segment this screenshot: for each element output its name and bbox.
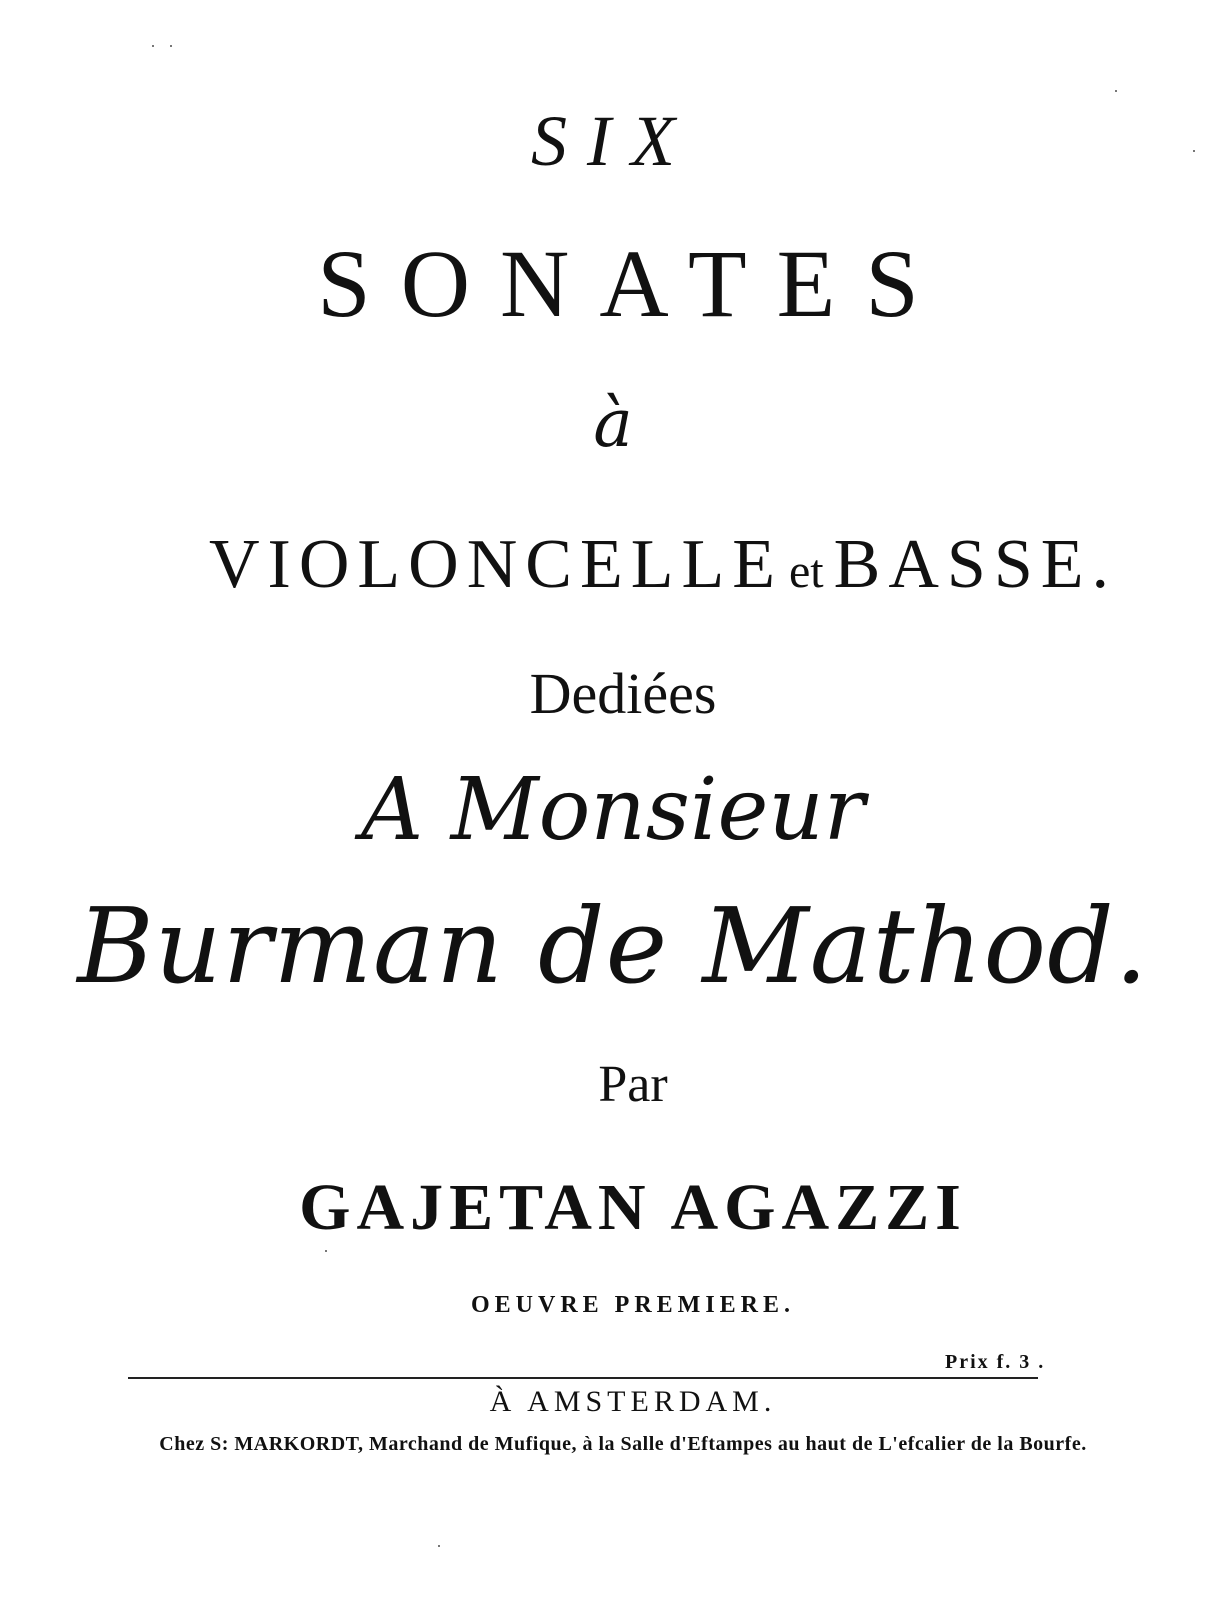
dediees-label: Dediées: [529, 661, 717, 726]
par-label: Par: [598, 1056, 668, 1113]
imprint-rule: [128, 1377, 1038, 1379]
a-monsieur-label: A Monsieur: [361, 760, 865, 860]
instrument-et: et: [789, 545, 824, 598]
imprint-publisher: Chez S: MARKORDT, Marchand de Mufique, à la Salle d'Eftampes au haut de L'efcalier de la Bourfe.: [159, 1433, 1087, 1455]
title-sonates: SONATES: [317, 230, 949, 337]
instrument-basse: BASSE.: [833, 526, 1118, 603]
composer-name: GAJETAN AGAZZI: [299, 1171, 967, 1244]
scan-speck: [152, 45, 154, 47]
scan-speck: [1193, 150, 1195, 152]
opus-number: OEUVRE PREMIERE.: [470, 1292, 796, 1318]
imprint-city: À AMSTERDAM.: [489, 1385, 777, 1418]
scan-speck: [170, 45, 172, 47]
title-a: à: [593, 385, 633, 462]
scan-speck: [438, 1545, 440, 1547]
dedicatee-name: Burman de Mathod.: [77, 885, 1149, 1007]
scan-speck: [1115, 90, 1117, 92]
scan-speck: [325, 1250, 327, 1252]
title-instruments: [0, 525, 1226, 605]
instrument-violoncelle: VIOLONCELLE: [208, 526, 783, 603]
price-label: Prix f. 3 .: [945, 1351, 1046, 1373]
title-six: SIX: [531, 101, 695, 181]
